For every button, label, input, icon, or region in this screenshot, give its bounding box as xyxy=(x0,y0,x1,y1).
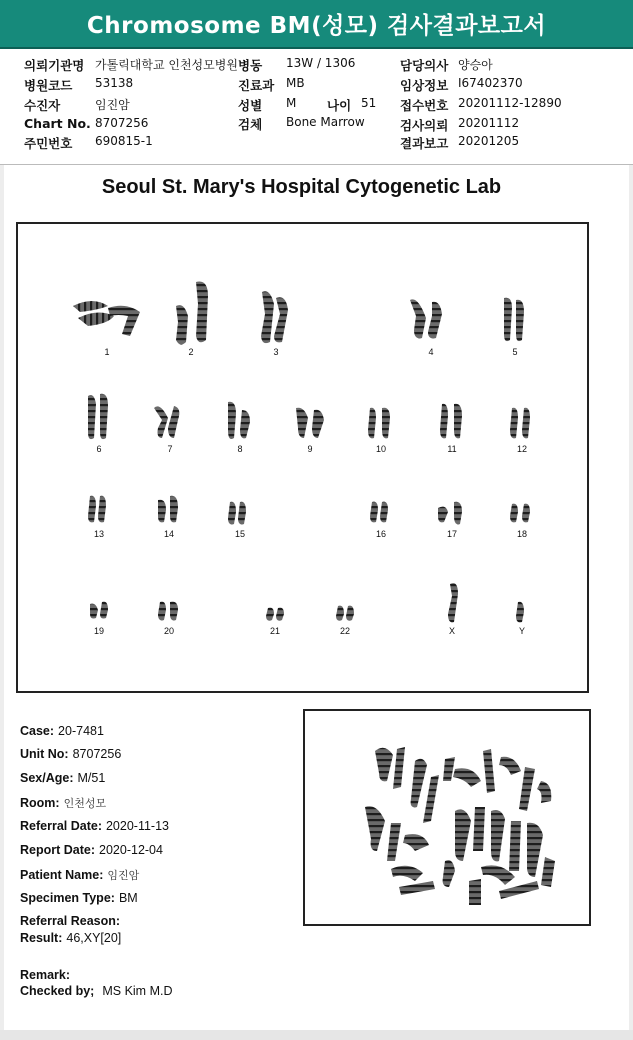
label-chr-12: 12 xyxy=(516,444,528,454)
label-chr-20: 20 xyxy=(163,626,175,636)
label-chr-1: 1 xyxy=(104,347,110,357)
chromosome-pair-18 xyxy=(510,504,530,523)
label-chr-19: 19 xyxy=(93,626,105,636)
chromosome-pair-12 xyxy=(510,408,530,439)
sex-label: 성별 xyxy=(238,98,263,113)
sexage-value: M/51 xyxy=(77,771,106,785)
result-row xyxy=(20,931,121,945)
chart-no-label: Chart No. xyxy=(24,116,91,131)
page-shadow-right xyxy=(629,165,633,1030)
label-chr-18: 18 xyxy=(516,529,528,539)
label-chr-15: 15 xyxy=(234,529,246,539)
physician-label: 담당의사 xyxy=(400,58,449,73)
metaphase-panel xyxy=(303,709,591,926)
test-request-value: 20201112 xyxy=(458,116,520,130)
karyogram-image xyxy=(18,224,587,691)
report-date-value: 2020-12-04 xyxy=(99,843,163,857)
label-chr-8: 8 xyxy=(237,444,243,454)
department-value: MB xyxy=(286,76,305,90)
chromosome-pair-1 xyxy=(73,301,140,336)
chromosome-pair-6 xyxy=(88,394,108,439)
hospital-code-label: 병원코드 xyxy=(24,78,73,93)
specimen-value: Bone Marrow xyxy=(286,115,365,129)
label-chr-5: 5 xyxy=(512,347,518,357)
report-date-label: Report Date: xyxy=(20,843,96,857)
label-chr-21: 21 xyxy=(269,626,281,636)
chromosome-pair-22 xyxy=(336,606,354,621)
accession-value: 20201112-12890 xyxy=(458,96,562,110)
label-chr-x: X xyxy=(448,626,456,636)
accession-label: 접수번호 xyxy=(400,98,449,113)
metaphase-image xyxy=(305,711,589,924)
label-chr-17: 17 xyxy=(446,529,458,539)
chromosome-pair-16 xyxy=(370,502,388,523)
chromosome-pair-17 xyxy=(438,502,462,525)
chart-no-value: 8707256 xyxy=(95,116,149,130)
patient-label: 수진자 xyxy=(24,98,61,113)
sex-value: M xyxy=(286,96,297,110)
clinical-info-label: 임상정보 xyxy=(400,78,449,93)
label-chr-14: 14 xyxy=(163,529,175,539)
age-value: 51 xyxy=(361,96,377,110)
chromosome-pair-5 xyxy=(504,298,524,341)
result-label: Result: xyxy=(20,931,63,945)
referral-date-value: 2020-11-13 xyxy=(105,819,169,833)
case-label: Case: xyxy=(20,724,55,738)
chromosome-pair-19 xyxy=(90,602,108,619)
chromosome-pair-3 xyxy=(261,291,288,343)
chromosome-pair-20 xyxy=(158,602,178,621)
result-value: 46,XY[20] xyxy=(66,931,122,945)
remark-label: Remark: xyxy=(20,968,71,982)
chromosome-pair-11 xyxy=(440,404,462,439)
chromosome-pair-8 xyxy=(228,402,250,439)
specimen-type-value: BM xyxy=(118,891,138,905)
age-label: 나이 xyxy=(327,98,352,113)
ward-value: 13W / 1306 xyxy=(286,56,356,70)
chromosome-pair-7 xyxy=(154,406,179,438)
referral-reason-row xyxy=(20,914,124,928)
hospital-code-value: 53138 xyxy=(95,76,134,90)
resident-no-label: 주민번호 xyxy=(24,136,73,151)
label-chr-9: 9 xyxy=(307,444,313,454)
patient-value: 임진암 xyxy=(95,98,130,112)
test-request-label: 검사의뢰 xyxy=(400,118,449,133)
label-chr-7: 7 xyxy=(167,444,173,454)
label-chr-16: 16 xyxy=(375,529,387,539)
page-footer-bar xyxy=(0,1030,633,1040)
label-chr-y: Y xyxy=(518,626,526,636)
result-report-value: 20201205 xyxy=(458,134,520,148)
label-chr-22: 22 xyxy=(339,626,351,636)
institution-label: 의뢰기관명 xyxy=(24,58,85,73)
referral-reason-label: Referral Reason: xyxy=(20,914,121,928)
report-title-banner: Chromosome BM(성모) 검사결과보고서 xyxy=(0,0,633,47)
result-report-label: 결과보고 xyxy=(400,136,449,151)
patient-row xyxy=(20,867,139,883)
label-chr-10: 10 xyxy=(375,444,387,454)
case-row xyxy=(20,724,104,738)
room-value: 인천성모 xyxy=(63,797,107,810)
physician-value: 양승아 xyxy=(458,58,493,72)
sexage-row xyxy=(20,771,105,785)
label-chr-2: 2 xyxy=(188,347,194,357)
patient-name-value: 임진암 xyxy=(107,869,140,882)
chromosome-pair-15 xyxy=(228,502,246,525)
report-date-row xyxy=(20,843,163,857)
lab-title: Seoul St. Mary's Hospital Cytogenetic Lab xyxy=(101,176,502,198)
chromosome-pair-13 xyxy=(88,496,106,523)
sexage-label: Sex/Age: xyxy=(20,771,74,785)
label-chr-6: 6 xyxy=(96,444,102,454)
report-header xyxy=(0,49,633,165)
header-divider xyxy=(0,164,633,165)
specimen-label: 검체 xyxy=(238,117,263,132)
unit-row xyxy=(20,747,121,761)
chromosome-pair-2 xyxy=(176,282,208,345)
chromosome-pair-9 xyxy=(296,408,324,438)
karyogram-panel xyxy=(16,222,589,693)
department-label: 진료과 xyxy=(238,78,275,93)
ward-label: 병동 xyxy=(238,58,263,73)
specimen-type-label: Specimen Type: xyxy=(20,891,115,905)
label-chr-13: 13 xyxy=(93,529,105,539)
specimen-row xyxy=(20,891,138,905)
label-chr-3: 3 xyxy=(273,347,279,357)
patient-name-label: Patient Name: xyxy=(20,868,104,882)
resident-no-value: 690815-1 xyxy=(95,134,153,148)
checked-by-label: Checked by; xyxy=(20,984,95,998)
case-value: 20-7481 xyxy=(58,724,104,738)
chromosome-pair-4 xyxy=(410,299,442,338)
unit-value: 8707256 xyxy=(72,747,122,761)
page-shadow-left xyxy=(0,165,4,1030)
chromosome-pair-10 xyxy=(368,408,390,439)
chromosome-pair-21 xyxy=(266,608,284,621)
room-label: Room: xyxy=(20,796,60,810)
referral-date-label: Referral Date: xyxy=(20,819,102,833)
clinical-info-value: I67402370 xyxy=(458,76,523,90)
checked-by-value: MS Kim M.D xyxy=(102,984,173,998)
remark-row xyxy=(20,968,74,982)
metaphase-spread xyxy=(365,747,555,905)
chromosome-y xyxy=(516,602,524,623)
checked-row xyxy=(20,984,172,998)
room-row xyxy=(20,795,106,811)
unit-label: Unit No: xyxy=(20,747,69,761)
chromosome-pair-14 xyxy=(158,496,178,523)
label-chr-4: 4 xyxy=(428,347,434,357)
chromosome-x xyxy=(448,583,458,622)
label-chr-11: 11 xyxy=(447,444,457,454)
referral-date-row xyxy=(20,819,169,833)
institution-value: 가톨릭대학교 인천성모병원 xyxy=(95,58,238,72)
